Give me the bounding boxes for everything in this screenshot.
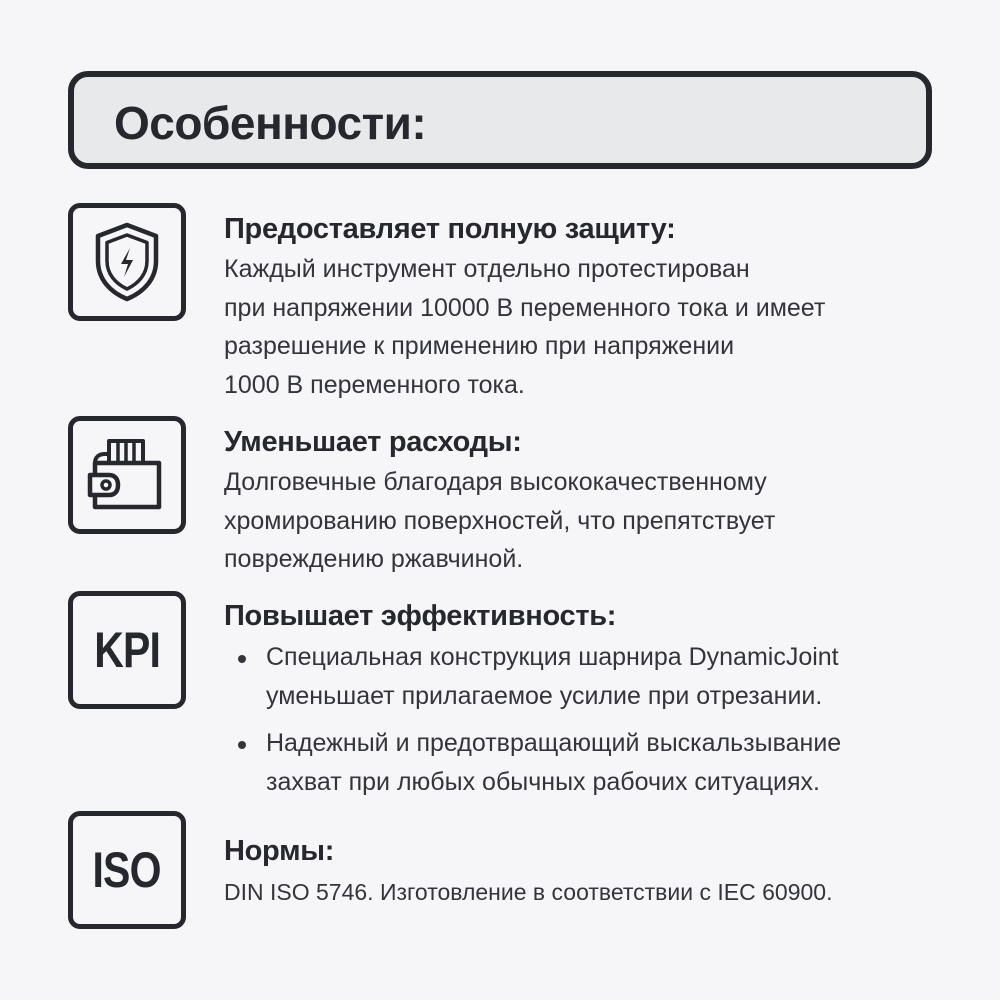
bullet-line: Надежный и предотвращающий выскальзывание <box>266 729 842 757</box>
description-line: при напряжении 10000 В переменного тока и имеет <box>224 293 826 322</box>
feature-cost <box>224 424 934 579</box>
iso-icon <box>68 811 186 929</box>
bullet-line: захват при любых обычных рабочих ситуациях. <box>266 768 820 796</box>
kpi-icon <box>68 591 186 709</box>
feature-title: Нормы: <box>224 835 335 867</box>
feature-description <box>224 463 934 579</box>
shield-lightning-icon <box>92 221 162 303</box>
feature-title: Уменьшает расходы: <box>224 426 522 458</box>
description-line: разрешение к применению при напряжении <box>224 332 735 360</box>
wallet-icon <box>87 437 167 513</box>
page-title: Особенности: <box>114 97 427 149</box>
description-line: Каждый инструмент отдельно протестирован <box>224 255 750 283</box>
shield-icon-box <box>68 203 186 321</box>
bullet-dot-icon <box>238 655 246 663</box>
feature-title: Повышает эффективность: <box>224 600 617 632</box>
iso-label: ISO <box>92 842 162 898</box>
list-item <box>224 638 934 716</box>
feature-description <box>224 250 934 404</box>
description-line: повреждению ржавчиной. <box>224 545 524 573</box>
feature-title: Предоставляет полную защиту: <box>224 213 676 245</box>
bullet-line: уменьшает прилагаемое усилие при отрезании. <box>266 682 823 710</box>
list-item <box>224 724 934 802</box>
bullet-list <box>224 638 934 802</box>
feature-protection <box>224 211 934 404</box>
feature-efficiency <box>224 598 934 810</box>
description-line: Долговечные благодаря высококачественному <box>224 468 767 496</box>
bullet-line: Специальная конструкция шарнира DynamicJoint <box>266 643 839 671</box>
wallet-icon-box <box>68 416 186 534</box>
bullet-dot-icon <box>238 741 246 749</box>
feature-norms <box>224 833 934 909</box>
description-line: 1000 В переменного тока. <box>224 370 525 399</box>
description-line: хромированию поверхностей, что препятствует <box>224 506 776 535</box>
feature-description: DIN ISO 5746. Изготовление в соответствии с IEC 60900. <box>224 879 833 905</box>
kpi-label: KPI <box>94 622 160 678</box>
header-banner <box>68 71 932 169</box>
